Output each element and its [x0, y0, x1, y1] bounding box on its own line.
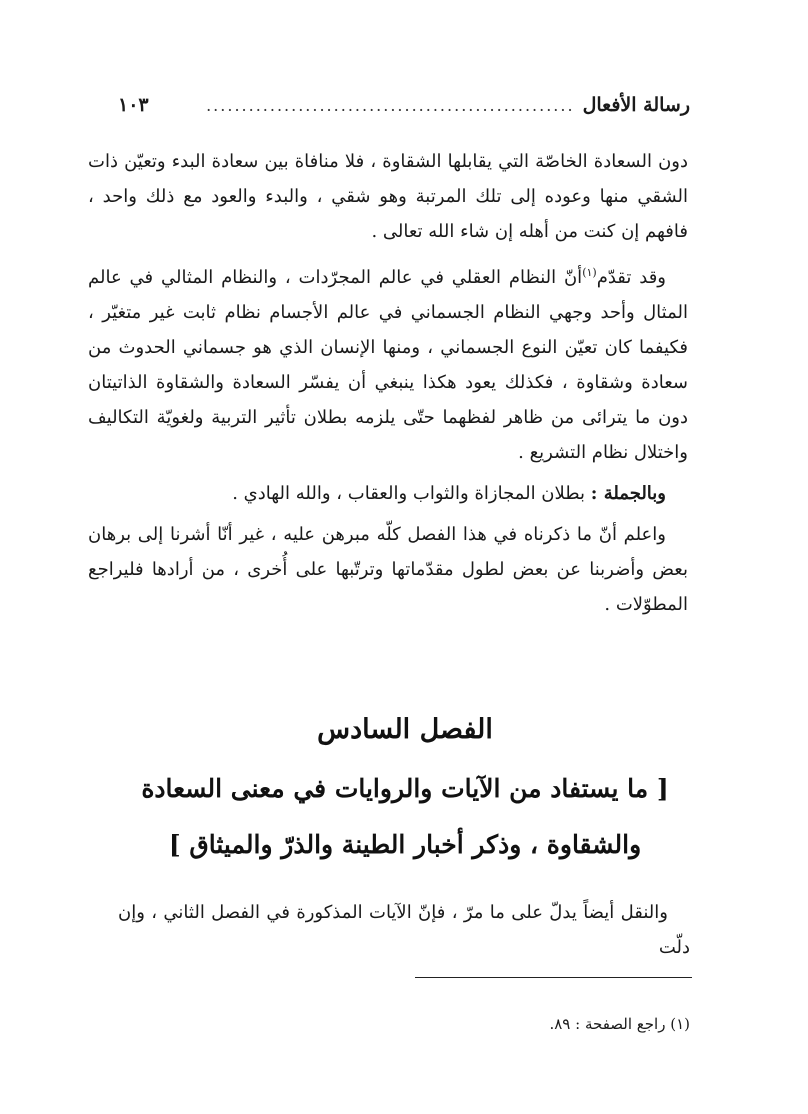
closing-paragraph: والنقل أيضاً يدلّ على ما مرّ ، فإنّ الآيات المذكورة في الفصل الثاني ، وإن دلّت	[118, 902, 690, 958]
chapter-subheading-line-1: [ ما يستفاد من الآيات والروايات في معنى السعادة	[141, 774, 669, 803]
chapter-heading: الفصل السادس	[317, 714, 493, 745]
paragraph-4: واعلم أنّ ما ذكرناه في هذا الفصل كلّه مبرهن عليه ، غير أنّا أشرنا إلى برهان بعض وأضربنا عن بعض لطول مقدّماتها وترتّبها على أُخرى ، من أرادها فليراجع المطوّلات .	[88, 524, 688, 615]
footnote-divider	[415, 977, 692, 978]
paragraph-3-lead: وبالجملة :	[590, 483, 666, 504]
leader-dots: ....................................................	[206, 95, 575, 115]
paragraph-1: دون السعادة الخاصّة التي يقابلها الشقاوة ، فلا منافاة بين سعادة البدء وتعيّن ذات الشقي منها وعوده إلى تلك المرتبة وهو شقي ، والبدء والعود مع ذلك واحد ، فافهم إن كنت من أهله إن شاء الله تعالى .	[88, 151, 688, 242]
paragraph-2-lead: وقد تقدّم	[596, 267, 666, 288]
paragraph-2	[88, 255, 688, 470]
paragraph-2-text: أنّ النظام العقلي في عالم المجرّدات ، والنظام المثالي في عالم المثال وأحد وجهي النظام الجسماني في عالم الأجسام نظام ثابت غير متغيّر ، فكيفما كان تعيّن النوع الجسماني ، ومنها الإنسان الذي هو جسماني الحدوث من سعادة وشقاوة ، فكذلك يعود هكذا ينبغي أن يفسّر السعادة والشقاوة الذاتيتان دون ما يترائى من ظاهر لفظهما حتّى يلزمه بطلان تأثير التربية ولغويّة التكاليف واختلال نظام التشريع .	[88, 267, 688, 463]
body-text	[88, 144, 688, 628]
running-header	[118, 88, 690, 122]
chapter-subheading-line-2: والشقاوة ، وذكر أخبار الطينة والذرّ والميثاق ]	[168, 830, 642, 859]
page-number: ١٠٣	[118, 94, 149, 116]
footnote-ref[interactable]: (١)	[582, 266, 597, 279]
paragraph-3	[88, 476, 688, 511]
footnote: (١) راجع الصفحة : ٨٩.	[549, 1015, 690, 1033]
running-title: رسالة الأفعال	[582, 94, 690, 116]
paragraph-3-text: بطلان المجازاة والثواب والعقاب ، والله الهادي .	[232, 483, 586, 504]
